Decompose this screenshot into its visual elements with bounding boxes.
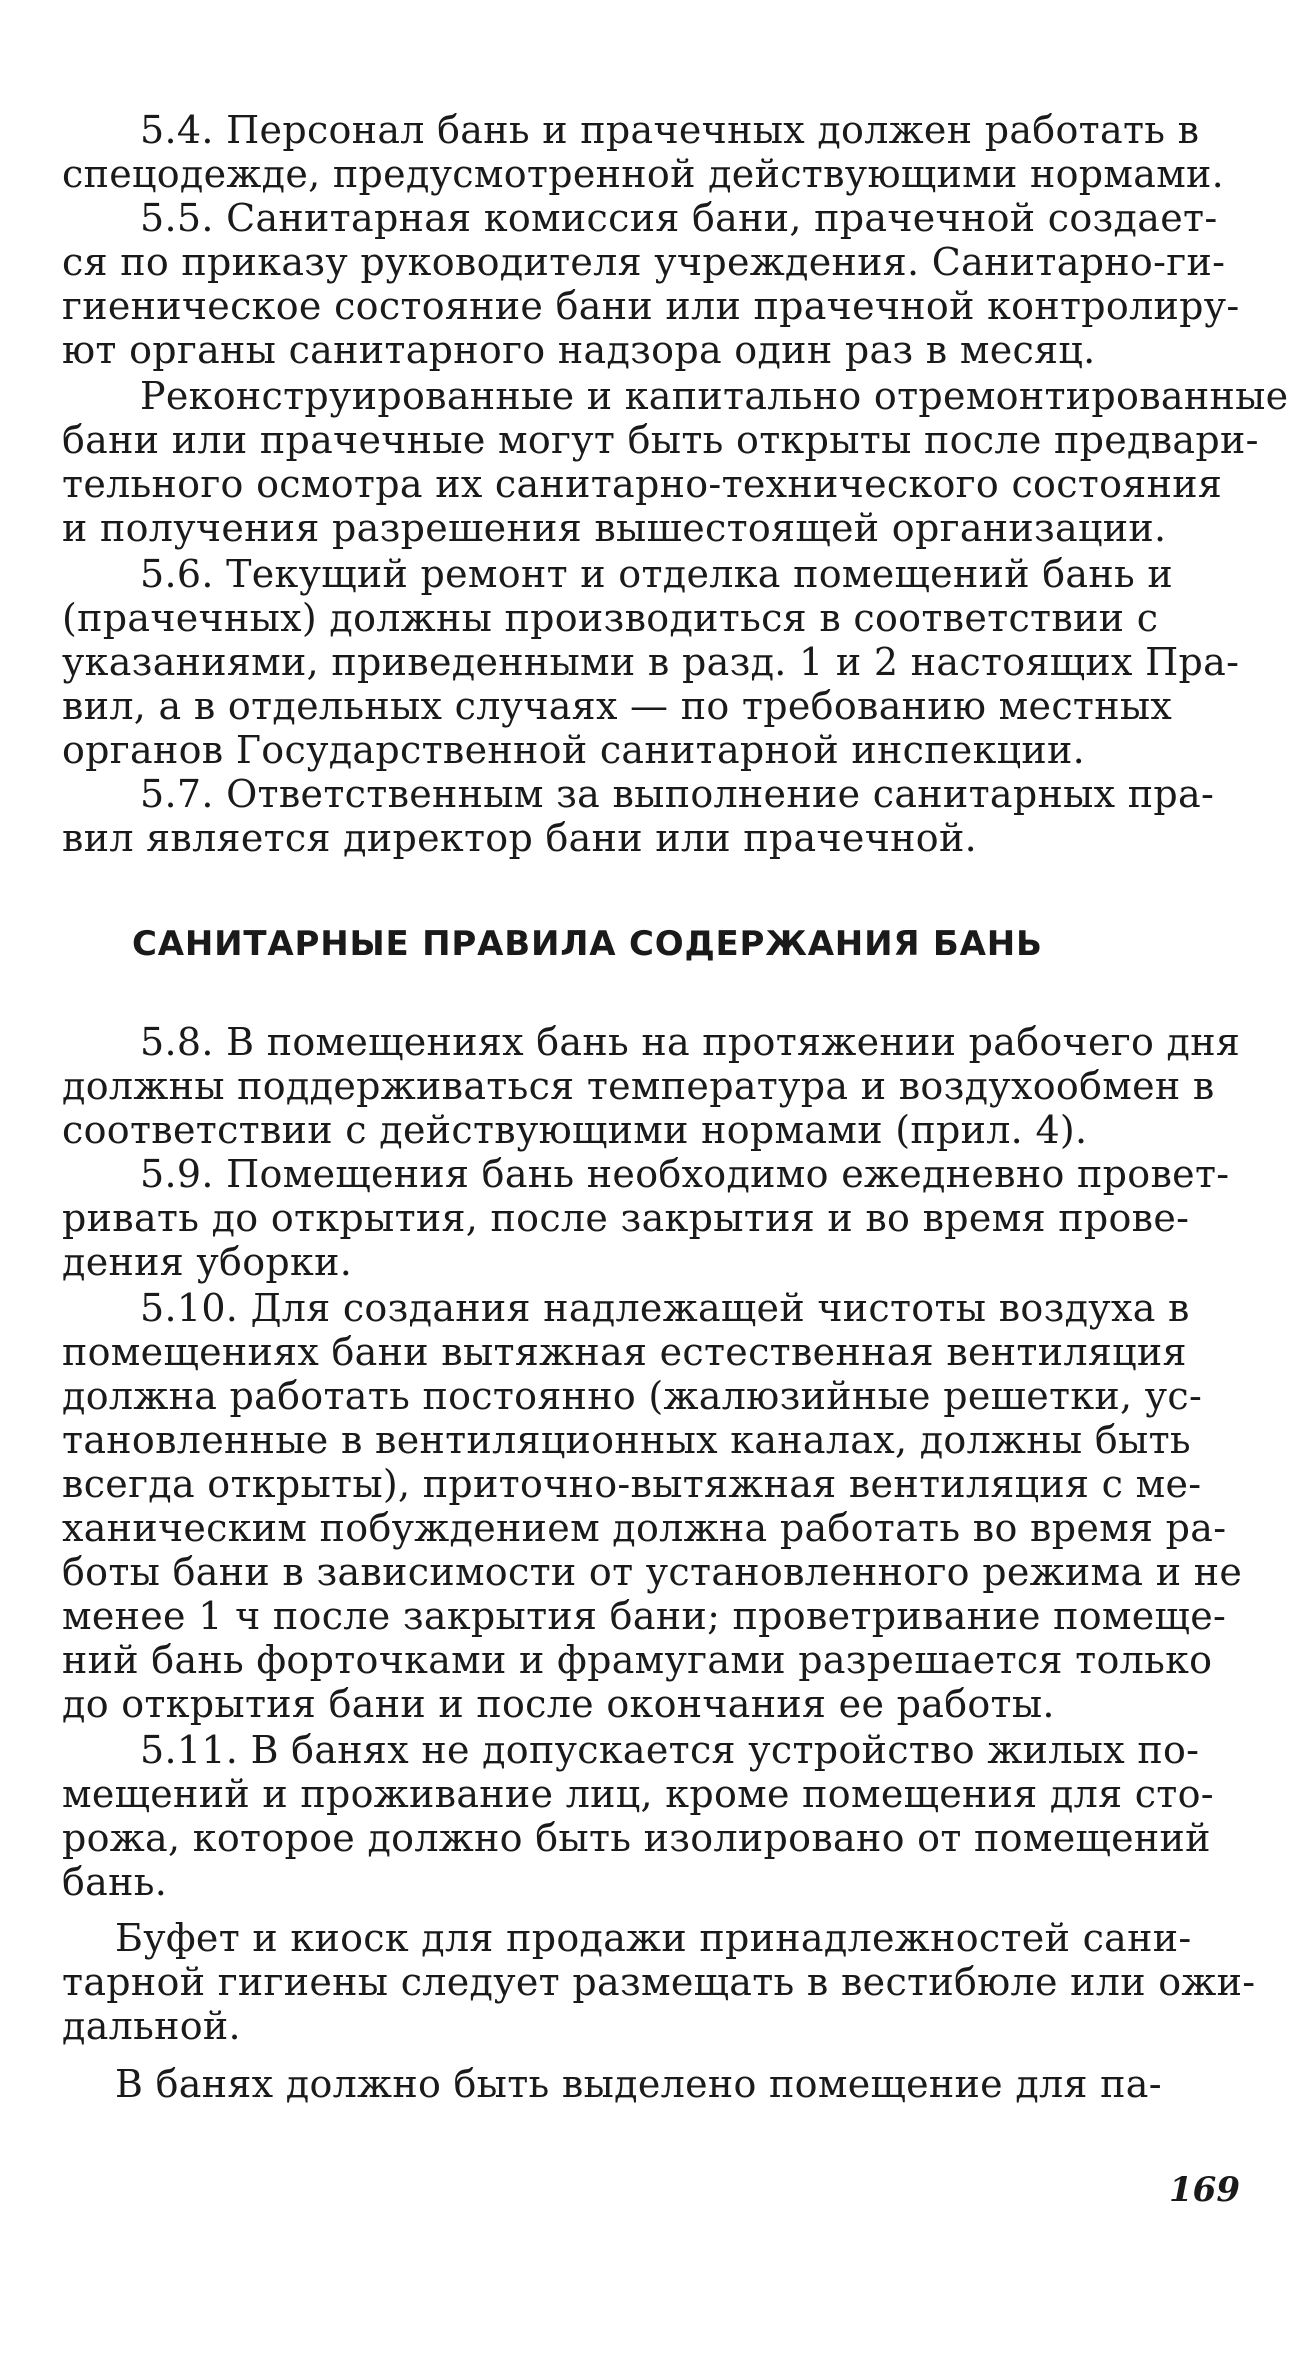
text-line: до открытия бани и после окончания ее работы.	[62, 1682, 1055, 1726]
text-line: тарной гигиены следует размещать в вестибюле или ожи-	[62, 1960, 1256, 2004]
section-heading: САНИТАРНЫЕ ПРАВИЛА СОДЕРЖАНИЯ БАНЬ	[132, 924, 1043, 964]
text-line: 5.8. В помещениях бань на протяжении рабочего дня	[140, 1020, 1241, 1064]
text-line: бани или прачечные могут быть открыты после предвари-	[62, 418, 1259, 462]
text-line: Реконструированные и капитально отремонтированные	[140, 374, 1289, 418]
text-line: 5.6. Текущий ремонт и отделка помещений бань и	[140, 552, 1173, 596]
text-line: ют органы санитарного надзора один раз в месяц.	[62, 328, 1096, 372]
text-line: тановленные в вентиляционных каналах, должны быть	[62, 1418, 1191, 1462]
text-line: должны поддерживаться температура и воздухообмен в	[62, 1064, 1215, 1108]
text-line: и получения разрешения вышестоящей организации.	[62, 506, 1167, 550]
text-line: всегда открыты), приточно-вытяжная вентиляция с ме-	[62, 1462, 1202, 1506]
text-line: соответствии с действующими нормами (прил. 4).	[62, 1108, 1088, 1152]
text-line: 5.5. Санитарная комиссия бани, прачечной создает-	[140, 196, 1218, 240]
text-line: Буфет и киоск для продажи принадлежностей сани-	[115, 1916, 1192, 1960]
text-line: 5.7. Ответственным за выполнение санитарных пра-	[140, 772, 1215, 816]
text-line: помещениях бани вытяжная естественная вентиляция	[62, 1330, 1187, 1374]
page-number: 169	[1169, 2170, 1240, 2210]
text-line: дальной.	[62, 2004, 241, 2048]
text-line: ривать до открытия, после закрытия и во время прове-	[62, 1196, 1190, 1240]
text-line: ний бань форточками и фрамугами разрешается только	[62, 1638, 1213, 1682]
text-line: ся по приказу руководителя учреждения. Санитарно-ги-	[62, 240, 1226, 284]
text-line: боты бани в зависимости от установленного режима и не	[62, 1550, 1243, 1594]
text-line: тельного осмотра их санитарно-технического состояния	[62, 462, 1223, 506]
text-line: должна работать постоянно (жалюзийные решетки, ус-	[62, 1374, 1203, 1418]
text-line: дения уборки.	[62, 1240, 353, 1284]
text-line: вил является директор бани или прачечной.	[62, 816, 977, 860]
text-line: 5.11. В банях не допускается устройство жилых по-	[140, 1728, 1200, 1772]
text-line: указаниями, приведенными в разд. 1 и 2 настоящих Пра-	[62, 640, 1240, 684]
text-line: гиеническое состояние бани или прачечной контролиру-	[62, 284, 1240, 328]
text-line: мещений и проживание лиц, кроме помещения для сто-	[62, 1772, 1214, 1816]
text-line: В банях должно быть выделено помещение для па-	[115, 2062, 1162, 2106]
text-line: 5.10. Для создания надлежащей чистоты воздуха в	[140, 1286, 1190, 1330]
text-line: ханическим побуждением должна работать во время ра-	[62, 1506, 1227, 1550]
text-line: вил, а в отдельных случаях — по требованию местных	[62, 684, 1173, 728]
text-line: 5.4. Персонал бань и прачечных должен работать в	[140, 108, 1200, 152]
text-line: (прачечных) должны производиться в соответствии с	[62, 596, 1159, 640]
text-line: рожа, которое должно быть изолировано от помещений	[62, 1816, 1211, 1860]
text-line: 5.9. Помещения бань необходимо ежедневно провет-	[140, 1152, 1230, 1196]
text-line: спецодежде, предусмотренной действующими нормами.	[62, 152, 1225, 196]
text-line: бань.	[62, 1860, 168, 1904]
text-line: органов Государственной санитарной инспекции.	[62, 728, 1086, 772]
text-line: менее 1 ч после закрытия бани; проветривание помеще-	[62, 1594, 1227, 1638]
